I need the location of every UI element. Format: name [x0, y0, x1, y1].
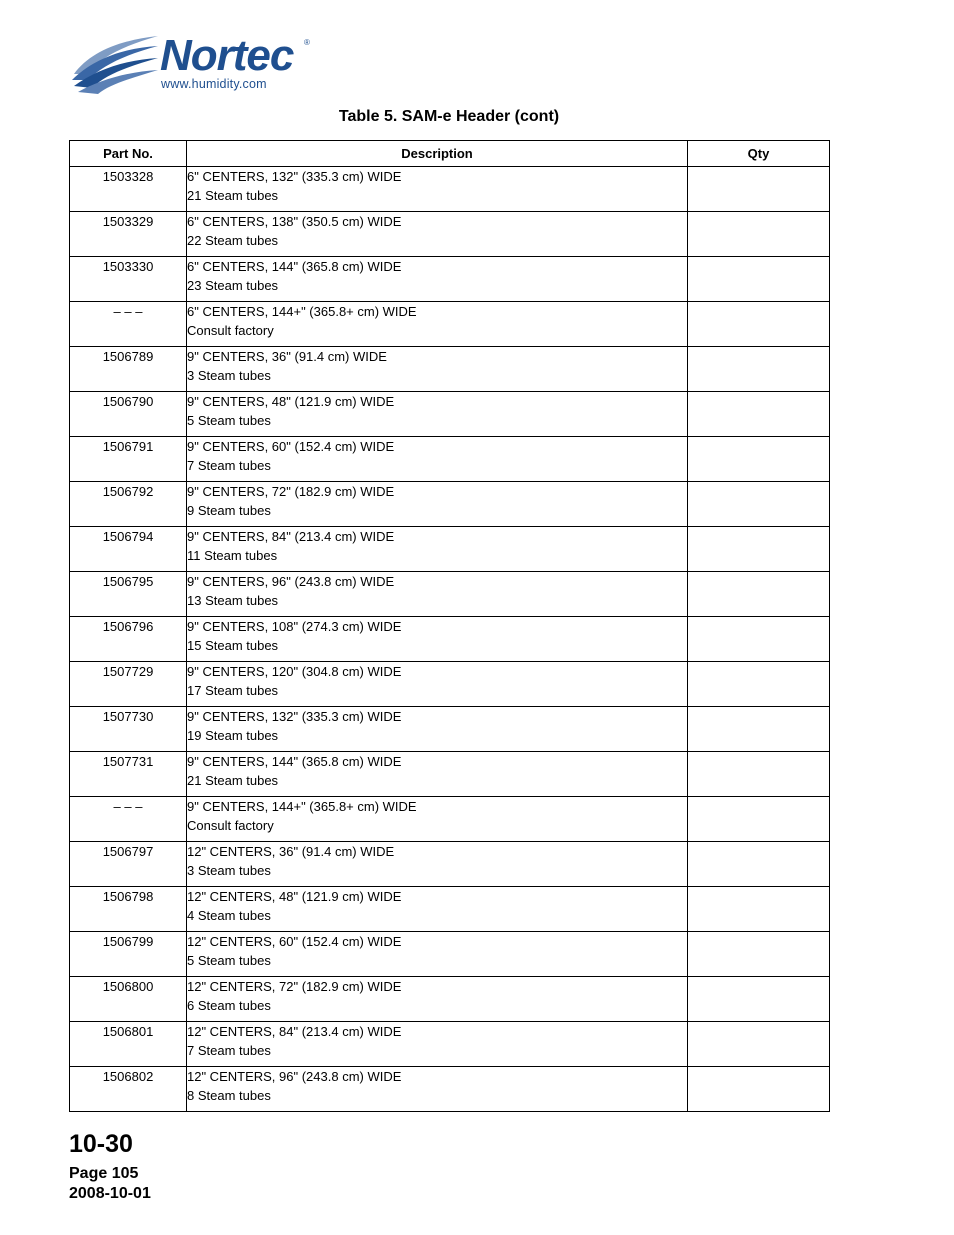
description-line-1: 6" CENTERS, 144" (365.8 cm) WIDE	[187, 259, 402, 274]
table-row	[70, 212, 830, 257]
part-number-cell: 1503330	[70, 257, 187, 302]
description-line-1: 9" CENTERS, 144+" (365.8+ cm) WIDE	[187, 799, 417, 814]
description-cell	[187, 482, 688, 527]
description-line-1: 12" CENTERS, 84" (213.4 cm) WIDE	[187, 1024, 402, 1039]
description-cell	[187, 842, 688, 887]
description-line-2: 7 Steam tubes	[187, 458, 271, 473]
table-row	[70, 527, 830, 572]
part-number-cell: 1507730	[70, 707, 187, 752]
qty-cell	[688, 482, 830, 527]
description-line-2: Consult factory	[187, 818, 274, 833]
part-number-cell: 1506796	[70, 617, 187, 662]
table-row	[70, 1067, 830, 1112]
description-line-1: 9" CENTERS, 144" (365.8 cm) WIDE	[187, 754, 402, 769]
qty-cell	[688, 977, 830, 1022]
table-row	[70, 977, 830, 1022]
description-line-2: 17 Steam tubes	[187, 683, 279, 698]
qty-cell	[688, 212, 830, 257]
qty-cell	[688, 617, 830, 662]
table-row	[70, 842, 830, 887]
qty-cell	[688, 752, 830, 797]
description-line-2: 7 Steam tubes	[187, 1043, 271, 1058]
description-line-1: 6" CENTERS, 144+" (365.8+ cm) WIDE	[187, 304, 417, 319]
table-row	[70, 932, 830, 977]
description-line-2: Consult factory	[187, 323, 274, 338]
description-line-2: 3 Steam tubes	[187, 368, 271, 383]
description-cell	[187, 572, 688, 617]
description-cell	[187, 797, 688, 842]
table-title: Table 5. SAM-e Header (cont)	[338, 108, 560, 125]
table-row	[70, 482, 830, 527]
qty-cell	[688, 347, 830, 392]
brand-url: www.humidity.com	[161, 77, 267, 91]
wave-logo-icon	[70, 30, 160, 94]
qty-cell	[688, 302, 830, 347]
qty-cell	[688, 437, 830, 482]
part-number-cell: 1506801	[70, 1022, 187, 1067]
description-line-1: 12" CENTERS, 72" (182.9 cm) WIDE	[187, 979, 402, 994]
section-page-number: 10-30	[69, 1130, 133, 1158]
description-line-1: 9" CENTERS, 60" (152.4 cm) WIDE	[187, 439, 395, 454]
table-row	[70, 887, 830, 932]
part-number-cell: 1506798	[70, 887, 187, 932]
description-line-1: 9" CENTERS, 48" (121.9 cm) WIDE	[187, 394, 395, 409]
header-description: Description	[187, 141, 688, 167]
description-cell	[187, 392, 688, 437]
description-cell	[187, 1067, 688, 1112]
part-number-cell: 1506800	[70, 977, 187, 1022]
description-cell	[187, 617, 688, 662]
description-line-1: 9" CENTERS, 132" (335.3 cm) WIDE	[187, 709, 402, 724]
description-cell	[187, 347, 688, 392]
description-line-2: 6 Steam tubes	[187, 998, 271, 1013]
part-number-cell: 1503329	[70, 212, 187, 257]
description-line-1: 12" CENTERS, 96" (243.8 cm) WIDE	[187, 1069, 402, 1084]
description-line-2: 11 Steam tubes	[187, 548, 278, 563]
part-number-cell: 1506789	[70, 347, 187, 392]
qty-cell	[688, 572, 830, 617]
description-cell	[187, 707, 688, 752]
description-cell	[187, 977, 688, 1022]
description-cell	[187, 167, 688, 212]
brand-name: Nortec	[160, 31, 294, 80]
qty-cell	[688, 932, 830, 977]
description-cell	[187, 212, 688, 257]
qty-cell	[688, 662, 830, 707]
description-line-2: 9 Steam tubes	[187, 503, 271, 518]
header-qty: Qty	[688, 141, 830, 167]
qty-cell	[688, 527, 830, 572]
table-row	[70, 437, 830, 482]
qty-cell	[688, 887, 830, 932]
description-cell	[187, 932, 688, 977]
table-row	[70, 752, 830, 797]
table-row	[70, 572, 830, 617]
part-number-cell: 1506792	[70, 482, 187, 527]
part-number-cell: – – –	[70, 302, 187, 347]
table-row	[70, 347, 830, 392]
nortec-logo	[70, 30, 320, 94]
description-line-1: 9" CENTERS, 72" (182.9 cm) WIDE	[187, 484, 395, 499]
description-line-1: 12" CENTERS, 60" (152.4 cm) WIDE	[187, 934, 402, 949]
part-number-cell: 1506790	[70, 392, 187, 437]
description-line-2: 8 Steam tubes	[187, 1088, 271, 1103]
qty-cell	[688, 842, 830, 887]
part-number-cell: 1506802	[70, 1067, 187, 1112]
table-header-row	[70, 141, 830, 167]
qty-cell	[688, 797, 830, 842]
part-number-cell: 1506791	[70, 437, 187, 482]
table-row	[70, 392, 830, 437]
header-part-no: Part No.	[70, 141, 187, 167]
description-line-1: 9" CENTERS, 96" (243.8 cm) WIDE	[187, 574, 395, 589]
table-row	[70, 167, 830, 212]
description-line-2: 23 Steam tubes	[187, 278, 279, 293]
parts-table	[69, 140, 830, 1112]
qty-cell	[688, 1067, 830, 1112]
table-row	[70, 1022, 830, 1067]
description-line-2: 15 Steam tubes	[187, 638, 279, 653]
part-number-cell: – – –	[70, 797, 187, 842]
description-cell	[187, 302, 688, 347]
description-line-1: 12" CENTERS, 48" (121.9 cm) WIDE	[187, 889, 402, 904]
part-number-cell: 1507729	[70, 662, 187, 707]
description-line-2: 21 Steam tubes	[187, 773, 279, 788]
description-line-1: 9" CENTERS, 120" (304.8 cm) WIDE	[187, 664, 402, 679]
page-date: 2008-10-01	[69, 1185, 151, 1202]
description-cell	[187, 662, 688, 707]
qty-cell	[688, 257, 830, 302]
description-line-2: 4 Steam tubes	[187, 908, 271, 923]
table-row	[70, 302, 830, 347]
description-cell	[187, 887, 688, 932]
page-label: Page 105	[69, 1165, 139, 1182]
table-row	[70, 707, 830, 752]
description-line-2: 19 Steam tubes	[187, 728, 279, 743]
description-line-2: 3 Steam tubes	[187, 863, 271, 878]
registered-mark: ®	[304, 38, 310, 47]
table-row	[70, 662, 830, 707]
part-number-cell: 1503328	[70, 167, 187, 212]
table-row	[70, 797, 830, 842]
description-cell	[187, 257, 688, 302]
description-line-1: 6" CENTERS, 138" (350.5 cm) WIDE	[187, 214, 402, 229]
description-line-1: 9" CENTERS, 84" (213.4 cm) WIDE	[187, 529, 395, 544]
description-line-2: 5 Steam tubes	[187, 953, 271, 968]
description-cell	[187, 437, 688, 482]
qty-cell	[688, 167, 830, 212]
description-line-2: 21 Steam tubes	[187, 188, 279, 203]
part-number-cell: 1506799	[70, 932, 187, 977]
description-cell	[187, 527, 688, 572]
description-line-2: 5 Steam tubes	[187, 413, 271, 428]
table-row	[70, 617, 830, 662]
description-line-2: 13 Steam tubes	[187, 593, 279, 608]
qty-cell	[688, 707, 830, 752]
description-line-1: 6" CENTERS, 132" (335.3 cm) WIDE	[187, 169, 402, 184]
table-row	[70, 257, 830, 302]
part-number-cell: 1506795	[70, 572, 187, 617]
description-line-1: 9" CENTERS, 36" (91.4 cm) WIDE	[187, 349, 387, 364]
qty-cell	[688, 1022, 830, 1067]
description-line-1: 9" CENTERS, 108" (274.3 cm) WIDE	[187, 619, 402, 634]
description-cell	[187, 1022, 688, 1067]
part-number-cell: 1506797	[70, 842, 187, 887]
description-line-2: 22 Steam tubes	[187, 233, 279, 248]
part-number-cell: 1506794	[70, 527, 187, 572]
part-number-cell: 1507731	[70, 752, 187, 797]
description-cell	[187, 752, 688, 797]
qty-cell	[688, 392, 830, 437]
description-line-1: 12" CENTERS, 36" (91.4 cm) WIDE	[187, 844, 395, 859]
